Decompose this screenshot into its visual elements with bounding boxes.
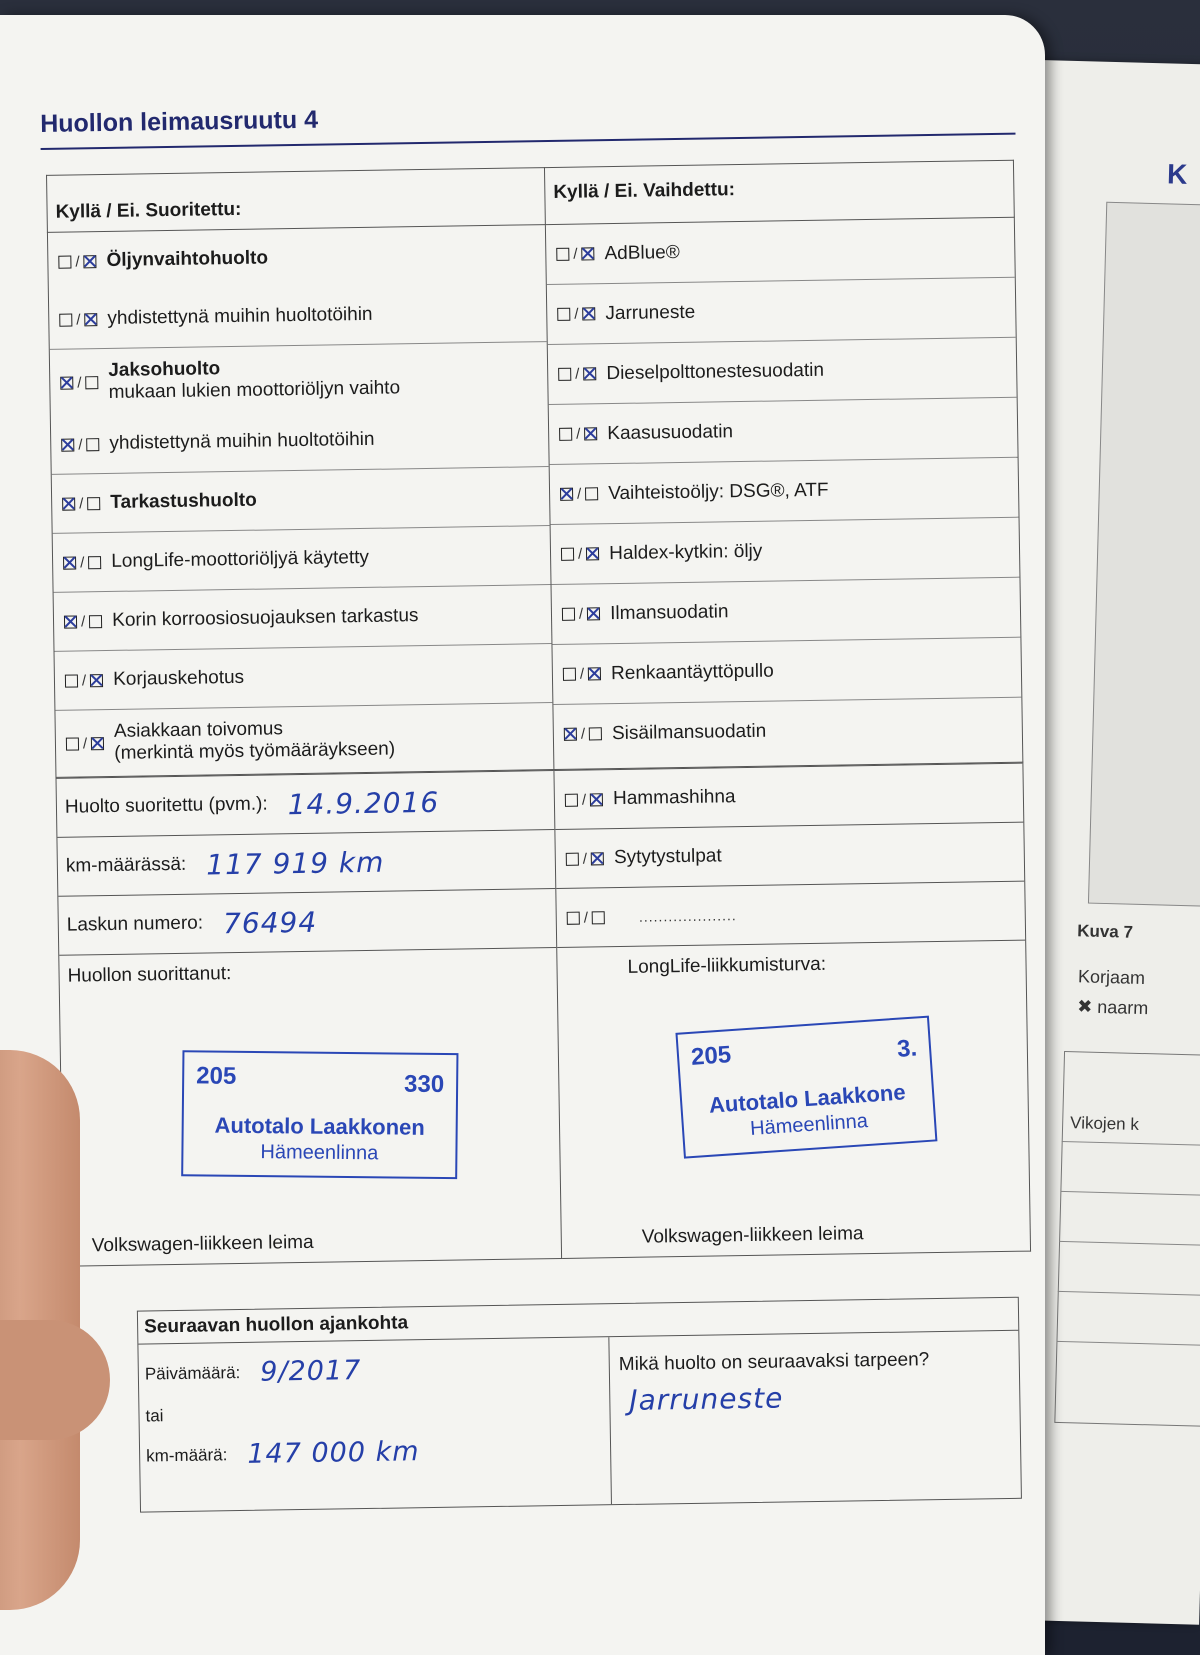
- checkbox-separator: /: [77, 373, 82, 391]
- no-checkbox[interactable]: [586, 547, 599, 560]
- replaced-item-row: [551, 517, 1020, 584]
- yes-checkbox[interactable]: [66, 737, 79, 750]
- item-label: Sytytystulpat: [613, 845, 722, 869]
- service-stamp-form: [40, 95, 1042, 1510]
- yes-checkbox[interactable]: [563, 668, 576, 681]
- mileage-value: 117 919 km: [205, 845, 385, 881]
- yes-no-checkboxes: [564, 725, 602, 743]
- extra-replaced-items: [554, 763, 1025, 947]
- form-title: Huollon leimausruutu 4: [40, 105, 319, 138]
- yes-no-checkboxes: [563, 665, 601, 683]
- next-km-label: km-määrä:: [145, 1444, 228, 1465]
- longlife-stamp-area: [557, 940, 1030, 1258]
- longlife-cell: [554, 762, 1031, 1258]
- item-label: Vaihteistoöljy: DSG®, ATF: [608, 479, 829, 504]
- item-label-group: [108, 355, 400, 404]
- yes-no-checkboxes: [62, 495, 100, 513]
- item-label: yhdistettynä muihin huoltotöihin: [109, 428, 375, 454]
- replaced-item-row: [552, 577, 1021, 644]
- no-checkbox[interactable]: [90, 674, 103, 687]
- item-label-group: [114, 717, 396, 765]
- no-checkbox[interactable]: [589, 727, 602, 740]
- yes-checkbox[interactable]: [561, 548, 574, 561]
- replaced-item-row: [556, 881, 1025, 947]
- yes-checkbox[interactable]: [58, 255, 71, 268]
- yes-checkbox[interactable]: [65, 674, 78, 687]
- checkbox-separator: /: [576, 425, 581, 443]
- yes-no-checkboxes: [561, 545, 599, 563]
- booklet-page: [0, 15, 1045, 1655]
- no-checkbox[interactable]: [591, 852, 604, 865]
- yes-no-checkboxes: [65, 672, 103, 690]
- dealer-stamp: [675, 1016, 937, 1159]
- performed-item-row: [54, 584, 552, 651]
- yes-no-checkboxes: [66, 735, 104, 753]
- no-checkbox[interactable]: [88, 556, 101, 569]
- next-service-left: [138, 1337, 612, 1511]
- no-checkbox[interactable]: [86, 438, 99, 451]
- item-label: LongLife-moottoriöljyä käytetty: [111, 546, 370, 572]
- yes-no-checkboxes: [562, 605, 600, 623]
- item-label: Tarkastushuolto: [110, 489, 257, 513]
- next-service-question: Mikä huolto on seuraavaksi tarpeen?: [618, 1349, 930, 1376]
- next-km-value: 147 000 km: [247, 1436, 420, 1470]
- item-sublabel: mukaan lukien moottoriöljyn vaihto: [108, 377, 401, 403]
- item-sublabel: (merkintä myös työmääräykseen): [114, 738, 396, 764]
- next-service-answer-row: [629, 1381, 783, 1416]
- adjacent-page-text: ✖ naarm: [1076, 996, 1149, 1019]
- next-service-box: [137, 1297, 1022, 1513]
- yes-checkbox[interactable]: [567, 911, 580, 924]
- invoice-label: Laskun numero:: [66, 912, 204, 936]
- item-label: AdBlue®: [604, 241, 680, 264]
- item-label: Hammashihna: [612, 786, 736, 810]
- performed-item-row: [55, 702, 553, 777]
- item-label: Kaasusuodatin: [607, 420, 734, 444]
- yes-no-checkboxes: [60, 374, 98, 392]
- adjacent-page-table: [1054, 1051, 1200, 1427]
- yes-checkbox[interactable]: [60, 376, 73, 389]
- checkbox-separator: /: [76, 310, 81, 328]
- yes-no-checkboxes: [565, 791, 603, 809]
- stamp-dealer-name: Autotalo Laakkonen: [214, 1112, 425, 1140]
- yes-no-checkboxes: [61, 436, 99, 454]
- longlife-label: LongLife-liikkumisturva:: [627, 953, 827, 978]
- checkbox-separator: /: [79, 494, 84, 512]
- yes-checkbox[interactable]: [557, 308, 570, 321]
- checkbox-separator: /: [580, 725, 586, 743]
- next-date-row: [145, 1355, 362, 1389]
- no-checkbox[interactable]: [87, 497, 100, 510]
- checkbox-separator: /: [574, 305, 579, 323]
- item-label: Öljynvaihtohuolto: [106, 247, 269, 271]
- dealer-stamp-label: Volkswagen-liikkeen leima: [91, 1231, 314, 1257]
- service-date-row: [56, 770, 554, 837]
- replaced-item-row: [554, 763, 1023, 829]
- left-column-header: Kyllä / Ei. Suoritettu:: [47, 168, 546, 233]
- no-checkbox[interactable]: [91, 737, 104, 750]
- dealer-stamp-label: Volkswagen-liikkeen leima: [641, 1223, 864, 1248]
- replaced-item-row: [552, 637, 1021, 704]
- info-cell: [56, 770, 562, 1267]
- checkbox-separator: /: [79, 553, 85, 571]
- yes-checkbox[interactable]: [63, 556, 76, 569]
- yes-checkbox[interactable]: [566, 852, 579, 865]
- no-checkbox[interactable]: [592, 911, 605, 924]
- replaced-item-row: [555, 822, 1024, 888]
- performed-item-row: [48, 225, 546, 291]
- item-label: Asiakkaan toivomus: [113, 718, 284, 742]
- checkbox-separator: /: [582, 850, 588, 868]
- checkbox-separator: /: [581, 791, 587, 809]
- stamp-number: 330: [403, 1070, 445, 1099]
- performed-item-row: [53, 525, 551, 592]
- next-service-answer: Jarruneste: [629, 1381, 784, 1417]
- yes-checkbox[interactable]: [564, 728, 577, 741]
- no-checkbox[interactable]: [584, 427, 597, 440]
- next-service-title: Seuraavan huollon ajankohta: [138, 1298, 1018, 1345]
- yes-checkbox[interactable]: [62, 497, 75, 510]
- no-checkbox[interactable]: [89, 615, 102, 628]
- mileage-row: [57, 829, 555, 896]
- item-label: Korin korroosiosuojauksen tarkastus: [112, 605, 419, 631]
- replaced-item-row: [546, 218, 1015, 284]
- no-checkbox[interactable]: [583, 367, 596, 380]
- adjacent-page-text: Korjaam: [1077, 966, 1146, 989]
- stamp-number: 205: [196, 1062, 237, 1090]
- item-label: Ilmansuodatin: [609, 600, 729, 624]
- item-label: Haldex-kytkin: öljy: [609, 540, 763, 564]
- next-km-row: [146, 1436, 420, 1471]
- dealer-stamp: [181, 1050, 458, 1179]
- no-checkbox[interactable]: [587, 607, 600, 620]
- checkbox-separator: /: [579, 665, 585, 683]
- yes-no-checkboxes: [566, 850, 604, 868]
- mileage-label: km-määrässä:: [65, 853, 187, 877]
- checkbox-separator: /: [80, 612, 86, 630]
- replaced-items: [545, 217, 1023, 769]
- replaced-item-row: [553, 697, 1022, 764]
- no-checkbox[interactable]: [585, 487, 598, 500]
- service-date-value: 14.9.2016: [287, 785, 440, 821]
- item-label: yhdistettynä muihin huoltotöihin: [107, 303, 373, 329]
- yes-no-checkboxes: [59, 311, 97, 329]
- checkbox-separator: /: [75, 252, 80, 270]
- yes-checkbox[interactable]: [562, 608, 575, 621]
- yes-no-checkboxes: [557, 305, 595, 323]
- checkbox-separator: /: [78, 435, 83, 453]
- item-label: Renkaantäyttöpullo: [610, 660, 774, 684]
- performed-items: [47, 225, 553, 778]
- yes-checkbox[interactable]: [559, 428, 572, 441]
- item-label: Jaksohuolto: [108, 358, 221, 381]
- yes-checkbox[interactable]: [560, 488, 573, 501]
- checkbox-separator: /: [82, 734, 88, 752]
- yes-checkbox[interactable]: [558, 368, 571, 381]
- replaced-item-row: [548, 337, 1017, 404]
- item-label: Sisäilmansuodatin: [611, 720, 767, 744]
- or-label: tai: [145, 1406, 164, 1426]
- fill-in-line: ....................: [638, 907, 737, 925]
- performed-item-row: [51, 408, 549, 474]
- service-date-label: Huolto suoritettu (pvm.):: [64, 793, 268, 818]
- stamp-number: 205: [690, 1041, 733, 1071]
- yes-no-checkboxes: [58, 253, 96, 271]
- no-checkbox[interactable]: [581, 247, 594, 260]
- checkbox-separator: /: [81, 671, 87, 689]
- next-date-label: Päivämäärä:: [144, 1362, 241, 1384]
- no-checkbox[interactable]: [590, 793, 603, 806]
- yes-checkbox[interactable]: [565, 793, 578, 806]
- yes-no-checkboxes: [559, 425, 597, 443]
- yes-no-checkboxes: [567, 909, 605, 927]
- invoice-row: [58, 888, 556, 955]
- yes-checkbox[interactable]: [59, 313, 72, 326]
- replaced-item-row: [549, 397, 1018, 464]
- stamp-dealer-name: Autotalo Laakkone: [708, 1079, 907, 1118]
- performed-item-row: [52, 466, 550, 533]
- service-table: [46, 160, 1031, 1267]
- right-column-header: Kyllä / Ei. Vaihdettu:: [544, 160, 1014, 224]
- item-label: Jarruneste: [605, 301, 696, 324]
- replaced-item-row: [550, 457, 1019, 524]
- checkbox-separator: /: [573, 245, 578, 263]
- checkbox-separator: /: [575, 365, 580, 383]
- workshop-stamp-area: [59, 947, 561, 1266]
- performed-item-row: [49, 283, 547, 349]
- performed-item-row: [50, 341, 548, 416]
- item-label: Korjauskehotus: [112, 666, 245, 690]
- adjacent-page-caption: Kuva 7: [1076, 921, 1134, 942]
- invoice-value: 76494: [222, 905, 318, 940]
- stamp-city: Hämeenlinna: [749, 1110, 869, 1140]
- no-checkbox[interactable]: [85, 376, 98, 389]
- performed-by-label: Huollon suorittanut:: [67, 963, 232, 987]
- adjacent-page-heading: K: [1166, 158, 1188, 190]
- yes-checkbox[interactable]: [64, 615, 77, 628]
- stamp-city: Hämeenlinna: [260, 1141, 379, 1165]
- yes-checkbox[interactable]: [556, 248, 569, 261]
- yes-no-checkboxes: [64, 613, 102, 631]
- yes-no-checkboxes: [63, 554, 101, 572]
- adjacent-page-table-title: Vikojen k: [1069, 1113, 1140, 1134]
- adjacent-page-figure: [1088, 202, 1200, 907]
- checkbox-separator: /: [578, 605, 584, 623]
- yes-no-checkboxes: [556, 245, 594, 263]
- checkbox-separator: /: [576, 485, 582, 503]
- yes-no-checkboxes: [558, 365, 596, 383]
- performed-item-row: [54, 643, 552, 710]
- replaced-item-row: [547, 277, 1016, 344]
- no-checkbox[interactable]: [588, 667, 601, 680]
- checkbox-separator: /: [583, 908, 589, 927]
- yes-checkbox[interactable]: [61, 438, 74, 451]
- next-date-value: 9/2017: [260, 1355, 362, 1388]
- stamp-number: 3.: [896, 1034, 918, 1063]
- no-checkbox[interactable]: [83, 255, 96, 268]
- checkbox-separator: /: [577, 545, 583, 563]
- no-checkbox[interactable]: [582, 307, 595, 320]
- yes-no-checkboxes: [560, 485, 598, 503]
- item-label: Dieselpolttonestesuodatin: [606, 359, 825, 384]
- no-checkbox[interactable]: [84, 313, 97, 326]
